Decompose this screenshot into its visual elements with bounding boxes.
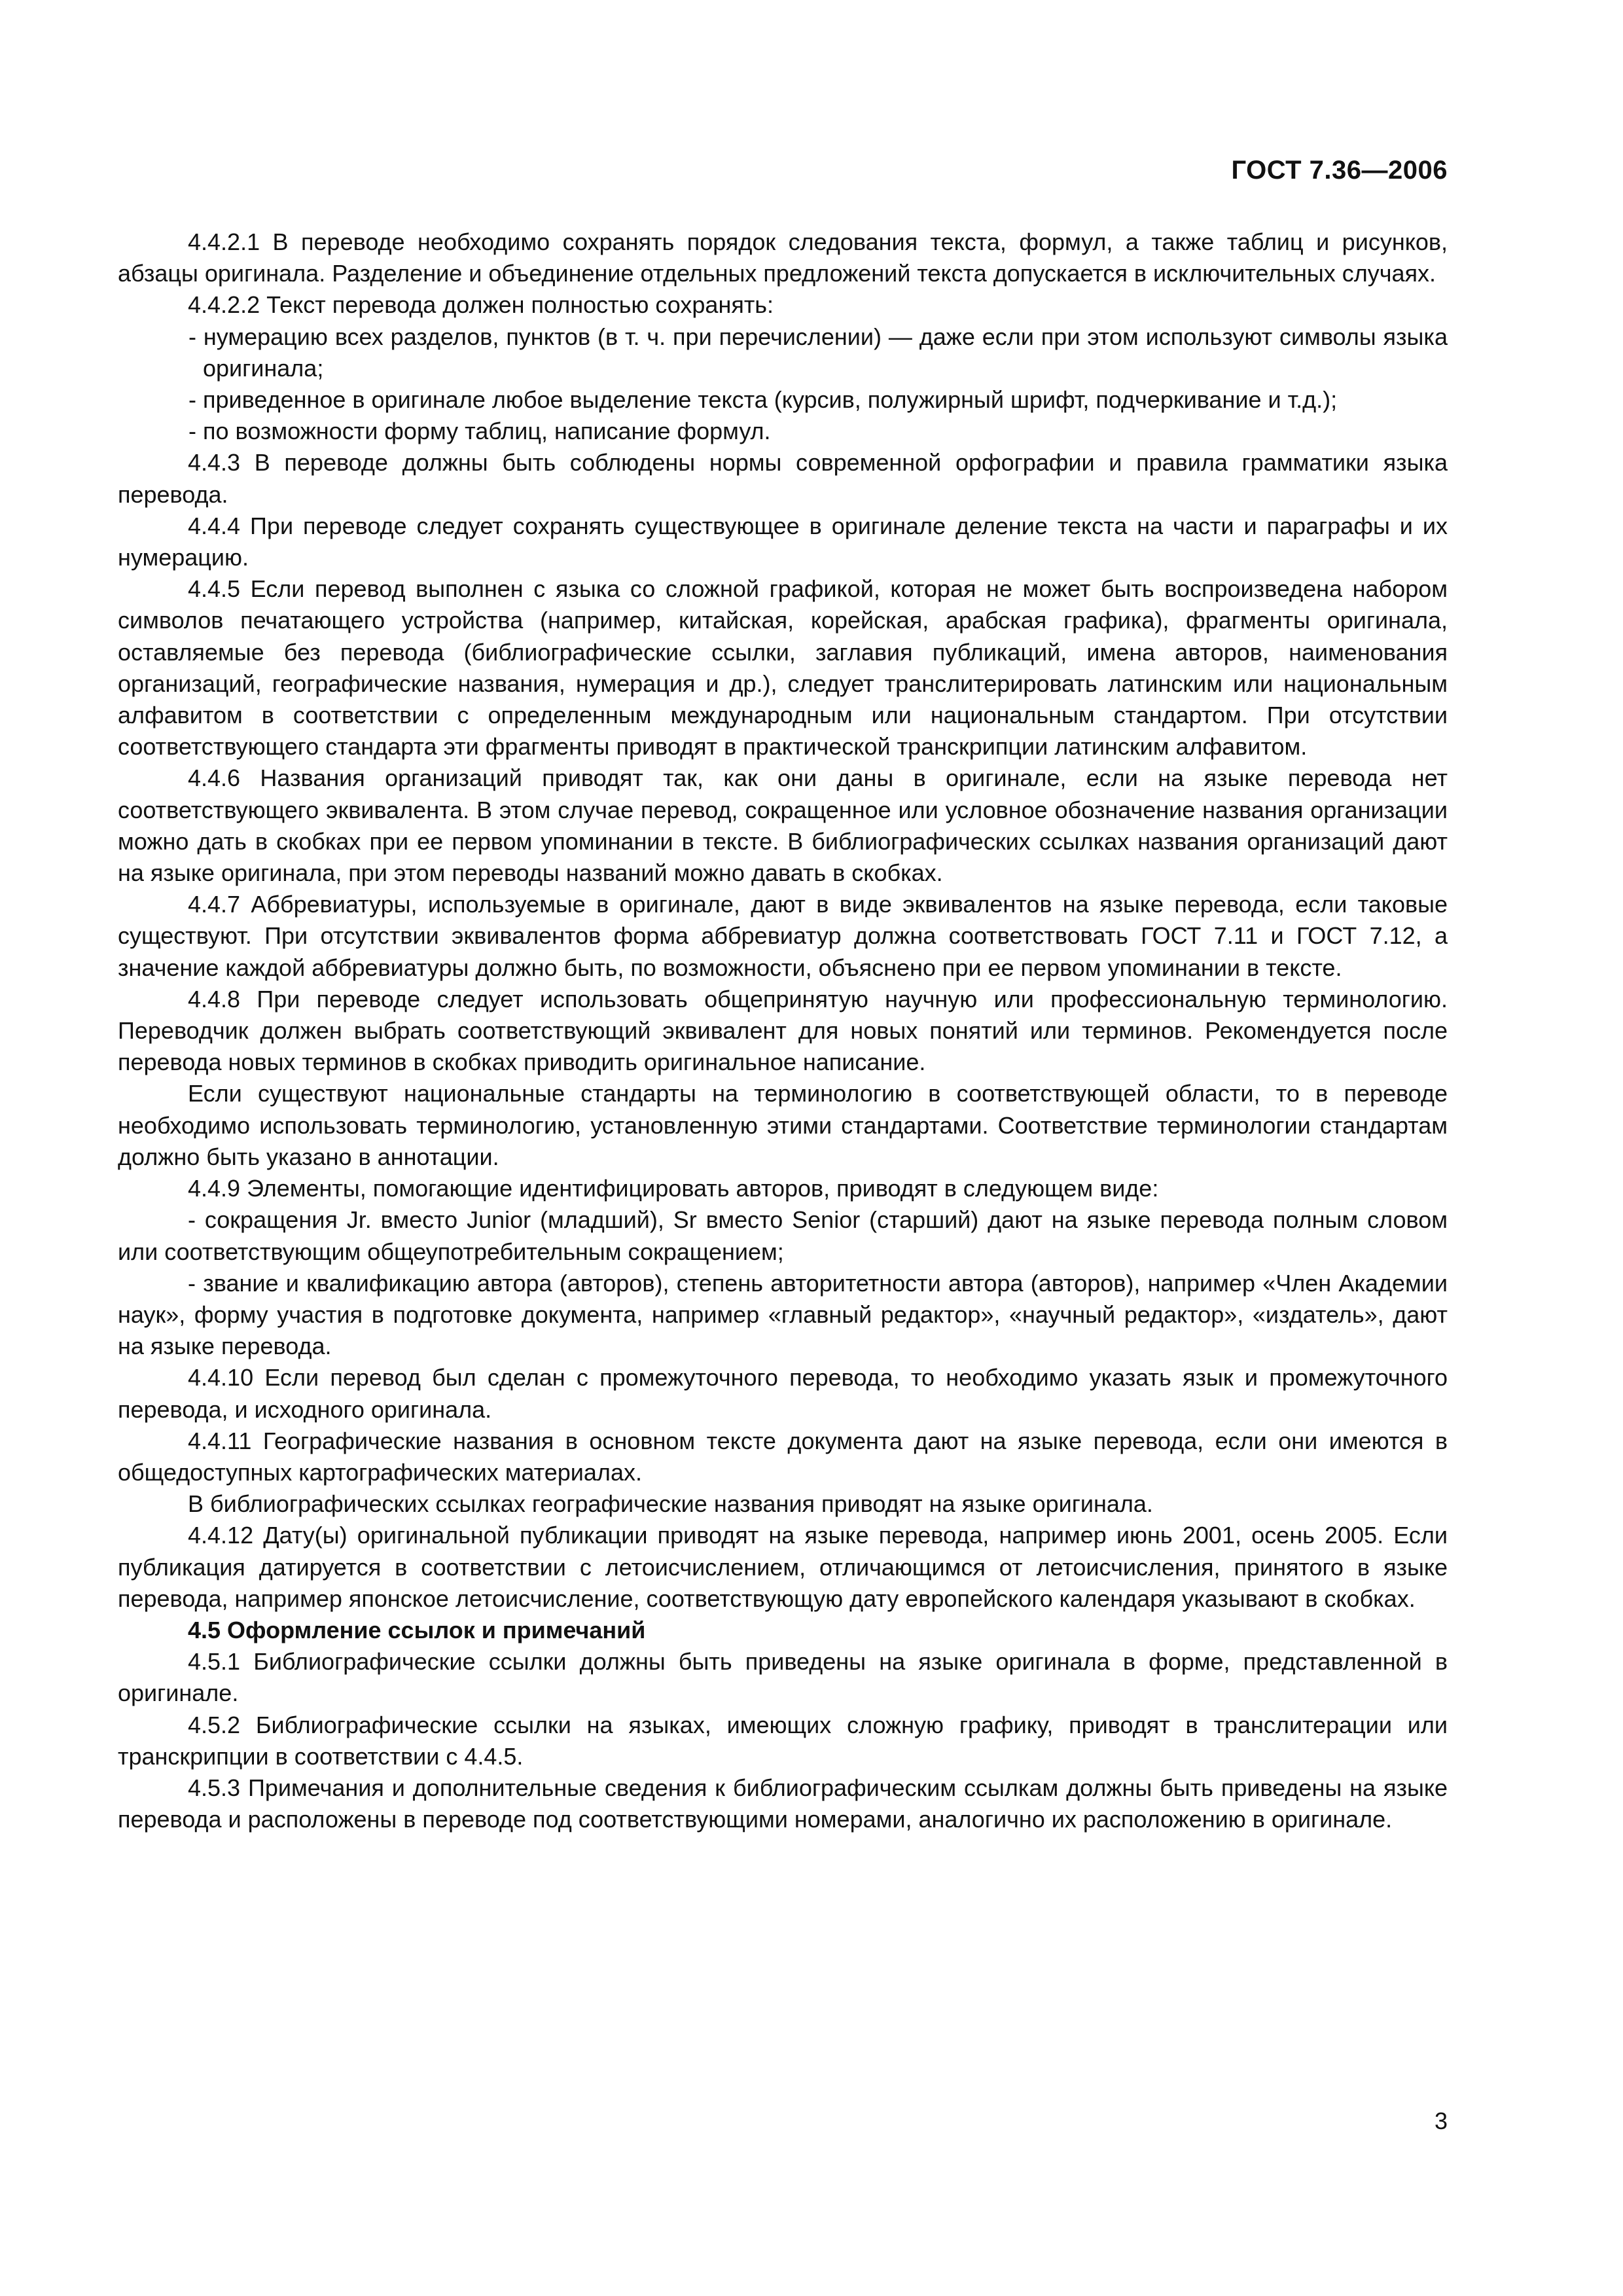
paragraph-4-4-11: 4.4.11 Географические названия в основном тексте документа дают на языке перевода, если они имеются в общедоступных картографических материалах. bbox=[118, 1427, 1448, 1486]
paragraph-4-5-1: 4.5.1 Библиографические ссылки должны быть приведены на языке оригинала в форме, представленной в оригинале. bbox=[118, 1648, 1448, 1707]
list-item-highlighting: - приведенное в оригинале любое выделение текста (курсив, полужирный шрифт, подчеркивание и т.д.); bbox=[188, 386, 1338, 414]
paragraph-geographic-names-references: В библиографических ссылках географические названия приводят на языке оригинала. bbox=[188, 1490, 1153, 1518]
paragraph-4-5-2: 4.5.2 Библиографические ссылки на языках, имеющих сложную графику, приводят в транслитерации или транскрипции в соответствии с 4.4.5. bbox=[118, 1711, 1448, 1770]
paragraph-4-5-3: 4.5.3 Примечания и дополнительные сведения к библиографическим ссылкам должны быть приведены на языке перевода и расположены в переводе под соответствующими номерами, аналогично их расположению в оригинале. bbox=[118, 1774, 1448, 1833]
list-item-tables-formulas: - по возможности форму таблиц, написание формул. bbox=[188, 418, 771, 445]
section-heading-4-5: 4.5 Оформление ссылок и примечаний bbox=[188, 1616, 646, 1643]
list-item-abbreviations-jr-sr: - сокращения Jr. вместо Junior (младший), Sr вместо Senior (старший) дают на языке перевода полным словом или соответствующим общеупотребительным сокращением; bbox=[118, 1206, 1448, 1265]
document-body bbox=[118, 226, 1448, 1835]
list-item-author-title: - звание и квалификацию автора (авторов), степень авторитетности автора (авторов), например «Член Академии наук», форму участия в подготовке документа, например «главный редактор», «научный редактор», «издатель», дают на языке перевода. bbox=[118, 1269, 1448, 1360]
paragraph-4-4-8: 4.4.8 При переводе следует использовать общепринятую научную или профессиональную терминологию. Переводчик должен выбрать соответствующий эквивалент для новых понятий или терминов. Рекомендуется после перевода новых терминов в скобках приводить оригинальное написание. bbox=[118, 985, 1448, 1076]
paragraph-4-4-5: 4.4.5 Если перевод выполнен с языка со сложной графикой, которая не может быть воспроизведена набором символов печатающего устройства (например, китайская, корейская, арабская графика), фрагменты оригинала, оставляемые без перевода (библиографические ссылки, заглавия публикаций, имена авторов, наименования организаций, географические названия, нумерация и др.), следует транслитерировать латинским или национальным алфавитом в соответствии с определенным международным или национальным стандартом. При отсутствии соответствующего стандарта эти фрагменты приводят в практической транскрипции латинским алфавитом. bbox=[118, 575, 1448, 761]
paragraph-4-4-4: 4.4.4 При переводе следует сохранять существующее в оригинале деление текста на части и параграфы и их нумерацию. bbox=[118, 512, 1448, 571]
paragraph-4-4-3: 4.4.3 В переводе должны быть соблюдены нормы современной орфографии и правила грамматики языка перевода. bbox=[118, 449, 1448, 508]
paragraph-4-4-12: 4.4.12 Дату(ы) оригинальной публикации приводят на языке перевода, например июнь 2001, осень 2005. Если публикация датируется в соответствии с летоисчислением, отличающимся от летоисчисления, принятого в языке перевода, например японское летоисчисление, соответствующую дату европейского календаря указывают в скобках. bbox=[118, 1522, 1448, 1612]
list-item-numbering: - нумерацию всех разделов, пунктов (в т. ч. при перечислении) — даже если при этом используют символы языка оригинала; bbox=[188, 323, 1448, 382]
paragraph-4-4-2-1: 4.4.2.1 В переводе необходимо сохранять порядок следования текста, формул, а также таблиц и рисунков, абзацы оригинала. Разделение и объединение отдельных предложений текста допускается в исключительных случаях. bbox=[118, 228, 1448, 287]
paragraph-4-4-6: 4.4.6 Названия организаций приводят так, как они даны в оригинале, если на языке перевода нет соответствующего эквивалента. В этом случае перевод, сокращенное или условное обозначение названия организации можно дать в скобках при ее первом упоминании в тексте. В библиографических ссылках названия организаций дают на языке оригинала, при этом переводы названий можно давать в скобках. bbox=[118, 764, 1448, 887]
paragraph-4-4-10: 4.4.10 Если перевод был сделан с промежуточного перевода, то необходимо указать язык и промежуточного перевода, и исходного оригинала. bbox=[118, 1364, 1448, 1423]
paragraph-4-4-9: 4.4.9 Элементы, помогающие идентифицировать авторов, приводят в следующем виде: bbox=[188, 1175, 1159, 1202]
paragraph-4-4-2-2: 4.4.2.2 Текст перевода должен полностью сохранять: bbox=[188, 291, 774, 319]
paragraph-terminology-standards: Если существуют национальные стандарты на терминологию в соответствующей области, то в переводе необходимо использовать терминологию, установленную этими стандартами. Соответствие терминологии стандартам должно быть указано в аннотации. bbox=[118, 1080, 1448, 1170]
page-number: 3 bbox=[1434, 2108, 1448, 2134]
paragraph-4-4-7: 4.4.7 Аббревиатуры, используемые в оригинале, дают в виде эквивалентов на языке перевода, если таковые существуют. При отсутствии эквивалентов форма аббревиатур должна соответствовать ГОСТ 7.11 и ГОСТ 7.12, а значение каждой аббревиатуры должно быть, по возможности, объяснено при ее первом упоминании в тексте. bbox=[118, 891, 1448, 981]
document-code-header: ГОСТ 7.36—2006 bbox=[1231, 156, 1448, 185]
